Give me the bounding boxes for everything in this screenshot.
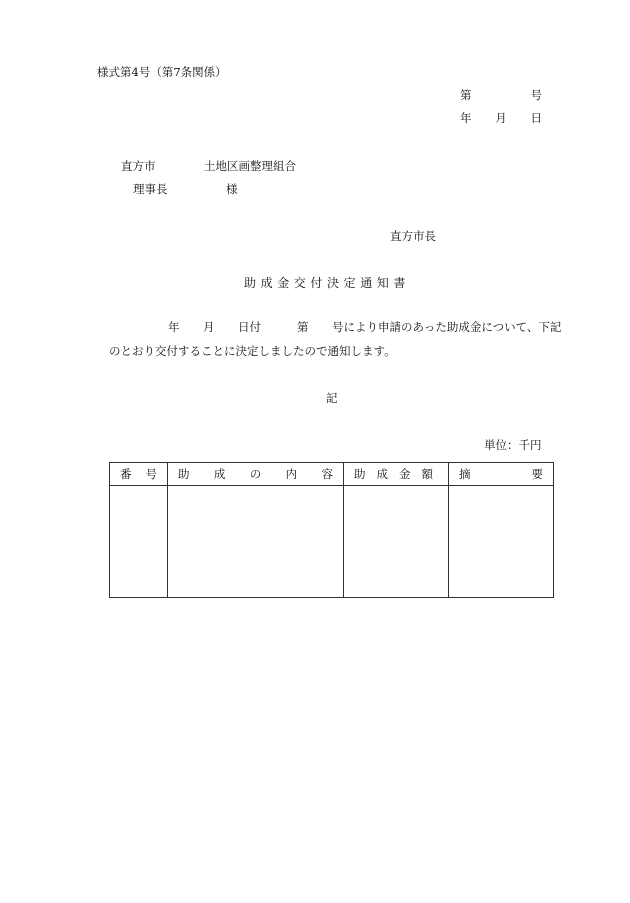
cell-remarks — [449, 486, 554, 598]
cell-number — [110, 486, 168, 598]
body-rest: 号により申請のあった助成金について、下記 — [332, 320, 562, 334]
body-month: 月 — [203, 320, 215, 334]
cell-grant-amount — [344, 486, 449, 598]
addressee-association: 土地区画整理組合 — [204, 159, 296, 173]
ref-dai: 第 — [460, 88, 472, 102]
body-date-suffix: 日付 — [238, 320, 261, 334]
date-year: 年 — [460, 111, 472, 125]
date-day: 日 — [530, 111, 542, 125]
cell-grant-content — [168, 486, 344, 598]
unit-label: 単位：千円 — [484, 438, 542, 452]
header-remarks: 摘 要 — [449, 463, 554, 486]
addressee-organization — [121, 159, 296, 173]
ref-go: 号 — [530, 88, 542, 102]
body-dai: 第 — [297, 320, 309, 334]
ki-heading: 記 — [326, 391, 338, 405]
header-number: 番 号 — [110, 463, 168, 486]
addressee-title: 理事長 — [133, 182, 168, 196]
date-month: 月 — [495, 111, 507, 125]
body-year: 年 — [168, 320, 180, 334]
grant-table — [109, 462, 554, 598]
header-grant-content: 助 成 の 内 容 — [168, 463, 344, 486]
table-row — [110, 486, 554, 598]
document-title: 助成金交付決定通知書 — [244, 276, 411, 290]
table-header-row — [110, 463, 554, 486]
addressee-city: 直方市 — [121, 159, 156, 173]
header-grant-amount: 助 成 金 額 — [344, 463, 449, 486]
issuer-name: 直方市長 — [390, 229, 436, 243]
addressee-honorific: 様 — [226, 182, 238, 196]
issue-date — [460, 113, 542, 125]
reference-number — [460, 90, 542, 102]
body-paragraph-line2: のとおり交付することに決定しましたので通知します。 — [109, 344, 396, 358]
addressee-person — [133, 182, 238, 196]
form-number: 様式第4号（第7条関係） — [97, 65, 227, 79]
